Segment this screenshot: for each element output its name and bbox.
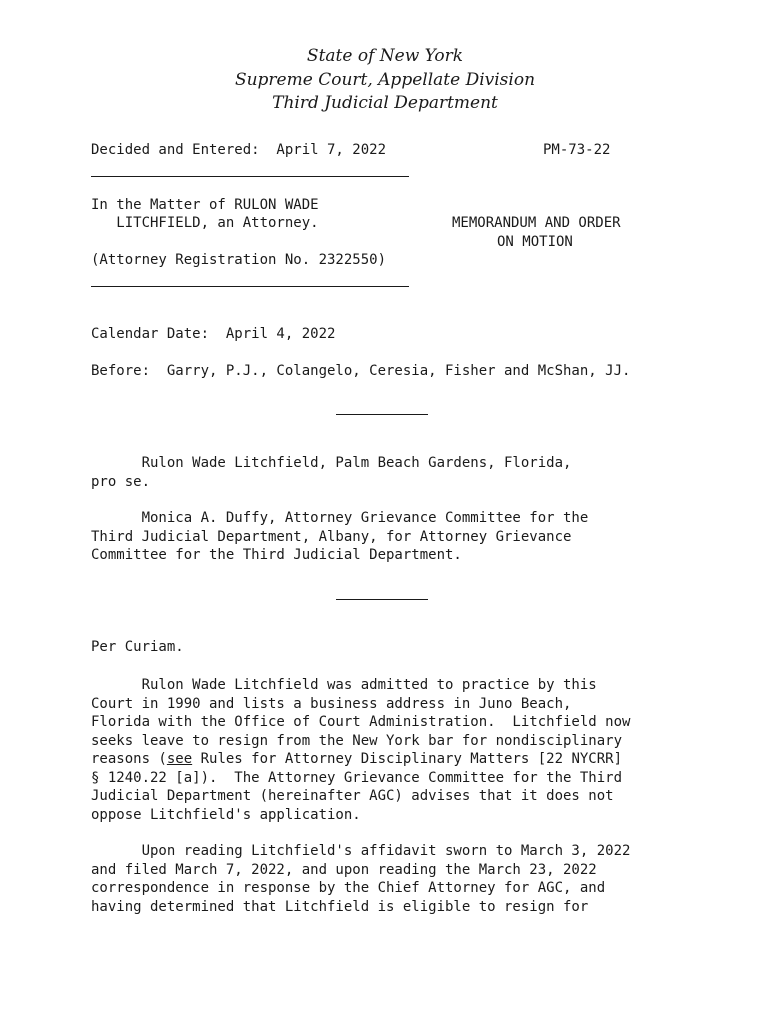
appearance-litchfield: Rulon Wade Litchfield, Palm Beach Gardens, Florida, pro se.: [91, 455, 572, 490]
matter-line-1: In the Matter of RULON WADE: [91, 197, 319, 213]
registration-number: (Attorney Registration No. 2322550): [91, 252, 387, 268]
section-divider: [336, 414, 428, 415]
body-paragraph-1: Rulon Wade Litchfield was admitted to practice by this Court in 1990 and lists a business address in Juno Beach, Florida with the Office of Court Administration. Litchfield now seeks leave to resign from the New York bar for nondisciplinary reasons (see Rules for Attorney Disciplinary Matters [22 NYCRR] § 1240.22 [a]). The Attorney Grievance Committee for the Third Judicial Department (hereinafter AGC) advises that it does not oppose Litchfield's application.: [91, 677, 631, 823]
per-curiam: Per Curiam.: [91, 639, 184, 655]
caption-top-rule: [91, 176, 409, 177]
body-paragraph-2: Upon reading Litchfield's affidavit sworn to March 3, 2022 and filed March 7, 2022, and upon reading the March 23, 2022 correspondence in response by the Chief Attorney for AGC, and having determined that Litchfield is eligible to resign for: [91, 843, 631, 915]
caption-bottom-rule: [91, 286, 409, 287]
docket-number: PM-73-22: [543, 142, 611, 158]
calendar-date: Calendar Date: April 4, 2022: [91, 326, 336, 342]
order-title-line-1: MEMORANDUM AND ORDER: [452, 215, 621, 231]
before-panel: Before: Garry, P.J., Colangelo, Ceresia, Fisher and McShan, JJ.: [91, 363, 631, 379]
court-division: Supreme Court, Appellate Division: [234, 70, 536, 90]
court-department: Third Judicial Department: [272, 93, 498, 113]
see-signal: see: [166, 751, 193, 767]
order-title-line-2: ON MOTION: [497, 234, 573, 250]
decided-date: Decided and Entered: April 7, 2022: [91, 142, 387, 158]
section-divider: [336, 599, 428, 600]
matter-line-2: LITCHFIELD, an Attorney.: [91, 215, 319, 231]
court-name: State of New York: [306, 46, 464, 66]
appearance-agc: Monica A. Duffy, Attorney Grievance Committee for the Third Judicial Department, Albany, for Attorney Grievance Committee for the Third Judicial Department.: [91, 510, 589, 563]
